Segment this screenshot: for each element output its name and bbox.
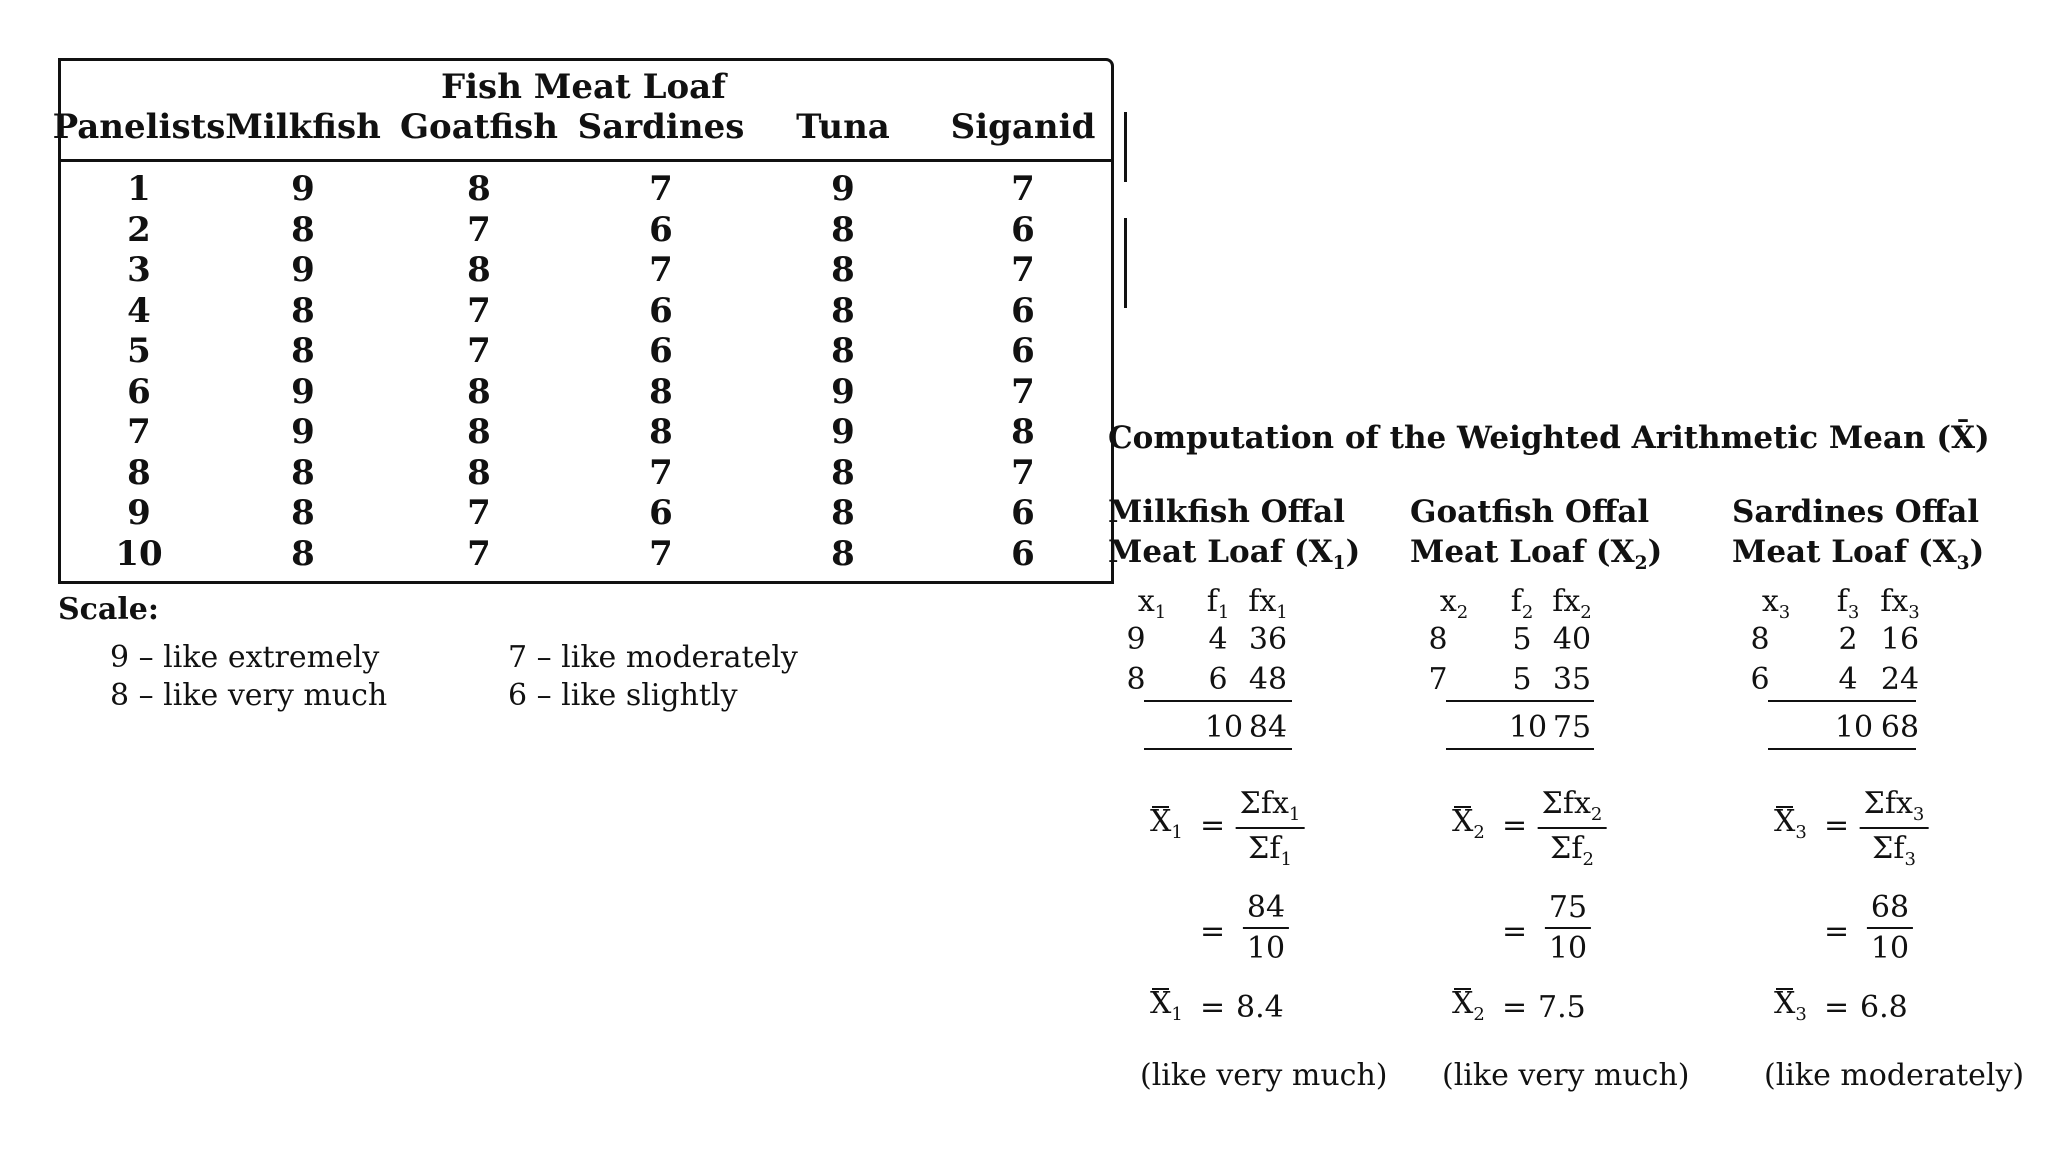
mean-label: $X_1$ xyxy=(1150,986,1183,1025)
table-cell: 35 xyxy=(1552,662,1592,697)
equals-sign: = xyxy=(1200,914,1226,949)
mean-label: $X_1$ xyxy=(1150,804,1183,843)
ratings-table xyxy=(52,58,1114,584)
table-cell: 40 xyxy=(1552,622,1592,657)
mean-label: $X_2$ xyxy=(1452,986,1485,1025)
table-cell: 7 xyxy=(1011,452,1035,493)
table-cell: 6 xyxy=(1750,662,1770,697)
table-cell: 7 xyxy=(1011,169,1035,209)
column-head-x: $x_2$ xyxy=(1439,584,1469,623)
table-cell: 7 xyxy=(467,290,491,331)
header-goatfish: Goatfish xyxy=(399,107,559,147)
equals-sign: = xyxy=(1200,808,1226,843)
column-head-fx: $fx_1$ xyxy=(1248,584,1288,623)
table-cell: 8 xyxy=(467,169,491,209)
header-panelists: Panelists xyxy=(52,107,226,147)
table-cell: 9 xyxy=(291,250,315,290)
table-title: Fish Meat Loaf xyxy=(441,67,726,107)
sum-rule-top xyxy=(1144,700,1292,702)
table-cell: 6 xyxy=(649,209,673,250)
mean-label: $X_3$ xyxy=(1774,986,1807,1025)
table-cell: 7 xyxy=(467,493,491,533)
header-tuna: Tuna xyxy=(796,107,890,147)
table-cell: 7 xyxy=(649,250,673,290)
table-cell: 5 xyxy=(127,331,151,371)
mean-label: $X_3$ xyxy=(1774,804,1807,843)
table-cell: 7 xyxy=(467,533,491,574)
table-cell: 8 xyxy=(291,533,315,574)
table-cell: 8 xyxy=(467,412,491,452)
table-cell: 9 xyxy=(1126,622,1146,657)
equals-sign: = xyxy=(1824,808,1850,843)
sum-fx: 68 xyxy=(1880,710,1920,745)
equals-sign: = xyxy=(1502,914,1528,949)
table-cell: 9 xyxy=(291,371,315,412)
column-head-f: $f_3$ xyxy=(1836,584,1860,623)
scale-item-6: 6 – like slightly xyxy=(508,678,738,713)
mean-result: 6.8 xyxy=(1860,990,1908,1025)
table-cell: 8 xyxy=(831,250,855,290)
table-cell: 8 xyxy=(1126,662,1146,697)
table-cell: 7 xyxy=(1011,250,1035,290)
value-fraction: $\frac{68}{10}$ xyxy=(1867,890,1913,966)
table-cell: 6 xyxy=(649,493,673,533)
group-title: Sardines Offal Meat Loaf $(X_3)$ xyxy=(1732,494,1985,575)
table-cell: 6 xyxy=(1011,290,1035,331)
header-sardines: Sardines xyxy=(577,107,745,147)
mean-result: 8.4 xyxy=(1236,990,1284,1025)
equals-sign: = xyxy=(1200,990,1226,1025)
table-cell: 8 xyxy=(1011,412,1035,452)
table-cell: 6 xyxy=(649,290,673,331)
table-cell: 8 xyxy=(649,371,673,412)
table-cell: 8 xyxy=(291,493,315,533)
sum-fx: 84 xyxy=(1248,710,1288,745)
mean-symbol: X xyxy=(1452,804,1474,839)
column-head-x: $x_3$ xyxy=(1761,584,1791,623)
table-cell: 8 xyxy=(467,371,491,412)
table-cell: 4 xyxy=(1208,622,1228,657)
column-head-fx: $fx_2$ xyxy=(1552,584,1592,623)
sum-rule-bottom xyxy=(1768,748,1916,750)
table-cell: 2 xyxy=(1838,622,1858,657)
interpretation: (like very much) xyxy=(1140,1058,1388,1093)
table-cell: 8 xyxy=(291,290,315,331)
scale-title: Scale: xyxy=(58,592,159,627)
equals-sign: = xyxy=(1502,808,1528,843)
sum-rule-bottom xyxy=(1144,748,1292,750)
mean-symbol: X xyxy=(1150,804,1172,839)
table-cell: 48 xyxy=(1248,662,1288,697)
margin-bar-2 xyxy=(1124,218,1127,308)
table-cell: 8 xyxy=(831,290,855,331)
table-cell: 9 xyxy=(127,493,151,533)
table-cell: 7 xyxy=(1011,371,1035,412)
table-cell: 8 xyxy=(831,533,855,574)
table-cell: 8 xyxy=(127,452,151,493)
mean-symbol: X xyxy=(1774,804,1796,839)
sum-rule-top xyxy=(1446,700,1594,702)
sum-rule-bottom xyxy=(1446,748,1594,750)
table-cell: 8 xyxy=(1750,622,1770,657)
scale-item-7: 7 – like moderately xyxy=(508,640,798,675)
table-cell: 1 xyxy=(127,169,151,209)
sum-f: 10 xyxy=(1508,710,1548,745)
table-cell: 6 xyxy=(1011,493,1035,533)
header-milkfish: Milkfish xyxy=(225,107,381,147)
table-cell: 9 xyxy=(831,169,855,209)
table-cell: 8 xyxy=(467,452,491,493)
table-cell: 9 xyxy=(291,169,315,209)
table-cell: 6 xyxy=(127,371,151,412)
mean-symbol: X xyxy=(1774,986,1796,1021)
table-cell: 8 xyxy=(649,412,673,452)
header-rule xyxy=(61,159,1111,162)
margin-bar-1 xyxy=(1124,112,1127,182)
group-title: Milkfish Offal Meat Loaf $(X_1)$ xyxy=(1108,494,1361,575)
formula-fraction: Σfx$_1$ $\Sigma f_1$ xyxy=(1236,786,1305,870)
equals-sign: = xyxy=(1824,990,1850,1025)
mean-symbol: X xyxy=(1452,986,1474,1021)
table-cell: 6 xyxy=(1011,331,1035,371)
mean-result: 7.5 xyxy=(1538,990,1586,1025)
table-cell: 9 xyxy=(291,412,315,452)
table-cell: 4 xyxy=(127,290,151,331)
table-cell: 4 xyxy=(1838,662,1858,697)
table-cell: 8 xyxy=(831,493,855,533)
interpretation: (like very much) xyxy=(1442,1058,1690,1093)
table-cell: 7 xyxy=(1428,662,1448,697)
table-cell: 5 xyxy=(1512,662,1532,697)
table-cell: 7 xyxy=(127,412,151,452)
table-cell: 7 xyxy=(649,452,673,493)
mean-label: $X_2$ xyxy=(1452,804,1485,843)
table-cell: 3 xyxy=(127,250,151,290)
column-head-fx: $fx_3$ xyxy=(1880,584,1920,623)
formula-fraction: Σfx$_3$ $\Sigma f_3$ xyxy=(1860,786,1929,870)
table-cell: 9 xyxy=(831,412,855,452)
table-cell: 6 xyxy=(649,331,673,371)
value-fraction: $\frac{84}{10}$ xyxy=(1243,890,1289,966)
table-cell: 36 xyxy=(1248,622,1288,657)
column-head-x: $x_1$ xyxy=(1137,584,1167,623)
table-cell: 7 xyxy=(649,169,673,209)
table-cell: 8 xyxy=(291,331,315,371)
sum-f: 10 xyxy=(1834,710,1874,745)
table-cell: 7 xyxy=(649,533,673,574)
table-cell: 10 xyxy=(115,533,163,574)
formula-fraction: Σfx$_2$ $\Sigma f_2$ xyxy=(1538,786,1607,870)
table-cell: 8 xyxy=(467,250,491,290)
table-cell: 8 xyxy=(291,452,315,493)
table-cell: 6 xyxy=(1208,662,1228,697)
value-fraction: $\frac{75}{10}$ xyxy=(1545,890,1591,966)
table-cell: 8 xyxy=(831,209,855,250)
equals-sign: = xyxy=(1502,990,1528,1025)
table-cell: 16 xyxy=(1880,622,1920,657)
interpretation: (like moderately) xyxy=(1764,1058,2025,1093)
table-cell: 8 xyxy=(831,452,855,493)
sum-fx: 75 xyxy=(1552,710,1592,745)
table-cell: 8 xyxy=(291,209,315,250)
column-head-f: $f_1$ xyxy=(1206,584,1230,623)
table-cell: 5 xyxy=(1512,622,1532,657)
table-cell: 8 xyxy=(1428,622,1448,657)
table-cell: 7 xyxy=(467,331,491,371)
table-cell: 2 xyxy=(127,209,151,250)
table-cell: 9 xyxy=(831,371,855,412)
sum-rule-top xyxy=(1768,700,1916,702)
column-head-f: $f_2$ xyxy=(1510,584,1534,623)
table-cell: 6 xyxy=(1011,533,1035,574)
header-siganid: Siganid xyxy=(950,107,1096,147)
scale-item-9: 9 – like extremely xyxy=(110,640,380,675)
mean-symbol: X xyxy=(1150,986,1172,1021)
group-title: Goatfish Offal Meat Loaf $(X_2)$ xyxy=(1410,494,1663,575)
scale-item-8: 8 – like very much xyxy=(110,678,388,713)
table-cell: 24 xyxy=(1880,662,1920,697)
table-cell: 6 xyxy=(1011,209,1035,250)
sum-f: 10 xyxy=(1204,710,1244,745)
computation-title: Computation of the Weighted Arithmetic Mean (X̄) xyxy=(1108,420,1990,456)
table-cell: 7 xyxy=(467,209,491,250)
equals-sign: = xyxy=(1824,914,1850,949)
table-cell: 8 xyxy=(831,331,855,371)
